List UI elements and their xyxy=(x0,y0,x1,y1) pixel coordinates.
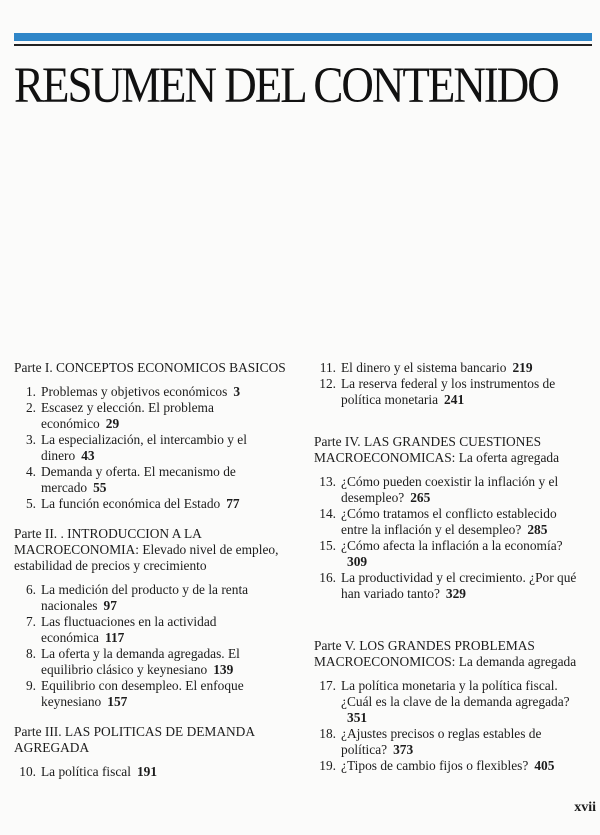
chapter-entry-12[interactable] xyxy=(314,376,586,408)
part-heading-5: Parte V. LOS GRANDES PROBLEMAS MACROECONOMICOS: La demanda agregada xyxy=(314,638,577,669)
chapter-number: 1. xyxy=(25,384,36,399)
part-heading-1: Parte I. CONCEPTOS ECONOMICOS BASICOS xyxy=(14,360,286,375)
chapter-page: 3 xyxy=(233,384,241,399)
chapter-entry-5[interactable] xyxy=(14,496,286,512)
chapter-title: El dinero y el sistema bancario xyxy=(341,360,507,375)
chapter-page: 309 xyxy=(347,554,368,569)
chapter-title: La productividad y el crecimiento. ¿Por qué han variado tanto? xyxy=(341,570,577,601)
chapter-list-part-1 xyxy=(14,384,286,512)
chapter-title: La medición del producto y de la renta nacionales xyxy=(41,582,249,613)
chapter-entry-11[interactable] xyxy=(314,360,586,376)
chapter-entry-2[interactable] xyxy=(14,400,286,432)
chapter-title: ¿Ajustes precisos o reglas estables de política? xyxy=(341,726,542,757)
chapter-page: 55 xyxy=(93,480,107,495)
chapter-entry-10[interactable] xyxy=(14,764,286,780)
chapter-page: 157 xyxy=(107,694,128,709)
chapter-list-part-3a xyxy=(14,764,286,780)
chapter-number: 5. xyxy=(25,496,36,511)
chapter-page: 29 xyxy=(105,416,120,431)
chapter-page: 241 xyxy=(444,392,465,407)
chapter-page: 139 xyxy=(213,662,234,677)
chapter-number: 13. xyxy=(319,474,336,489)
header-blue-rule xyxy=(14,33,592,41)
chapter-entry-19[interactable] xyxy=(314,758,586,774)
chapter-title: Demanda y oferta. El mecanismo de mercado xyxy=(41,464,236,495)
chapter-number: 7. xyxy=(25,614,36,629)
chapter-entry-17[interactable] xyxy=(314,678,586,726)
chapter-title: La función económica del Estado xyxy=(41,496,221,511)
chapter-title: La política fiscal xyxy=(41,764,131,779)
chapter-page: 405 xyxy=(534,758,555,773)
chapter-page: 117 xyxy=(105,630,125,645)
chapter-page: 219 xyxy=(512,360,533,375)
chapter-entry-6[interactable] xyxy=(14,582,286,614)
chapter-page: 351 xyxy=(347,710,368,725)
chapter-number: 4. xyxy=(25,464,36,479)
chapter-entry-13[interactable] xyxy=(314,474,586,506)
part-heading-2: Parte II. . INTRODUCCION A LA MACROECONOMIA: Elevado nivel de empleo, estabilidad de precios y crecimiento xyxy=(14,526,279,573)
chapter-entry-18[interactable] xyxy=(314,726,586,758)
chapter-number: 12. xyxy=(319,376,336,391)
chapter-entry-14[interactable] xyxy=(314,506,586,538)
page-title: RESUMEN DEL CONTENIDO xyxy=(14,57,558,114)
chapter-number: 17. xyxy=(319,678,336,693)
toc-column-right xyxy=(314,360,586,788)
chapter-page: 373 xyxy=(393,742,414,757)
page-number: xvii xyxy=(574,800,596,815)
chapter-entry-15[interactable] xyxy=(314,538,586,570)
chapter-page: 191 xyxy=(136,764,158,779)
header-black-rule xyxy=(14,44,592,46)
chapter-list-part-3b xyxy=(314,360,586,408)
chapter-title: Equilibrio con desempleo. El enfoque keynesiano xyxy=(41,678,244,709)
chapter-number: 16. xyxy=(319,570,336,585)
chapter-title: La oferta y la demanda agregadas. El equilibrio clásico y keynesiano xyxy=(41,646,240,677)
chapter-page: 285 xyxy=(527,522,548,537)
chapter-entry-9[interactable] xyxy=(14,678,286,710)
chapter-page: 77 xyxy=(226,496,240,511)
chapter-entry-16[interactable] xyxy=(314,570,586,602)
part-heading-4: Parte IV. LAS GRANDES CUESTIONES MACROECONOMICAS: La oferta agregada xyxy=(314,434,560,465)
chapter-title: La especialización, el intercambio y el dinero xyxy=(41,432,247,463)
chapter-entry-4[interactable] xyxy=(14,464,286,496)
chapter-number: 10. xyxy=(19,764,36,779)
chapter-title: Las fluctuaciones en la actividad económica xyxy=(41,614,217,645)
toc-column-left xyxy=(14,360,286,794)
chapter-number: 19. xyxy=(319,758,336,773)
part-heading-3: Parte III. LAS POLITICAS DE DEMANDA AGREGADA xyxy=(14,724,255,755)
chapter-number: 15. xyxy=(319,538,336,553)
chapter-number: 2. xyxy=(25,400,36,415)
chapter-title: ¿Cómo pueden coexistir la inflación y el desempleo? xyxy=(341,474,559,505)
chapter-title: Problemas y objetivos económicos xyxy=(41,384,228,399)
chapter-list-part-5 xyxy=(314,678,586,774)
chapter-title: ¿Tipos de cambio fijos o flexibles? xyxy=(341,758,529,773)
chapter-title: Escasez y elección. El problema económico xyxy=(41,400,214,431)
chapter-title: La reserva federal y los instrumentos de política monetaria xyxy=(341,376,556,407)
chapter-title: ¿Cómo afecta la inflación a la economía? xyxy=(341,538,563,553)
chapter-list-part-4 xyxy=(314,474,586,602)
chapter-page: 97 xyxy=(103,598,117,613)
chapter-entry-7[interactable] xyxy=(14,614,286,646)
chapter-number: 14. xyxy=(319,506,336,521)
chapter-title: La política monetaria y la política fiscal. ¿Cuál es la clave de la demanda agregada? xyxy=(341,678,570,709)
chapter-entry-1[interactable] xyxy=(14,384,286,400)
chapter-page: 329 xyxy=(445,586,466,601)
chapter-number: 6. xyxy=(25,582,36,597)
chapter-number: 3. xyxy=(25,432,36,447)
chapter-number: 18. xyxy=(319,726,336,741)
chapter-entry-3[interactable] xyxy=(14,432,286,464)
chapter-title: ¿Cómo tratamos el conflicto establecido entre la inflación y el desempleo? xyxy=(341,506,557,537)
chapter-number: 8. xyxy=(25,646,36,661)
chapter-page: 43 xyxy=(81,448,95,463)
chapter-page: 265 xyxy=(410,490,431,505)
chapter-number: 9. xyxy=(25,678,36,693)
chapter-entry-8[interactable] xyxy=(14,646,286,678)
chapter-number: 11. xyxy=(319,360,336,375)
chapter-list-part-2 xyxy=(14,582,286,710)
